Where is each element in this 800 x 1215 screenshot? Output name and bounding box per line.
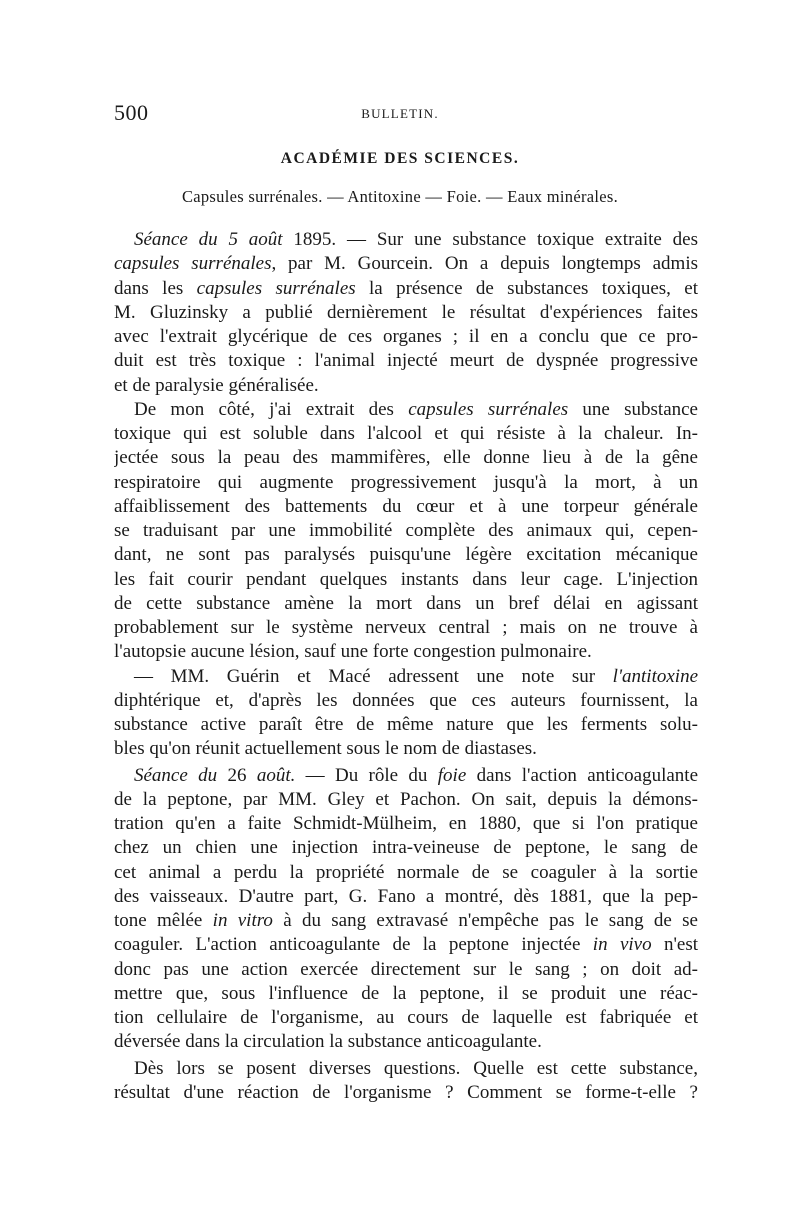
text-run: De mon côté, j'ai extrait des: [134, 398, 409, 420]
text-run: — Du rôle du: [295, 764, 438, 786]
text-run: respiratoire qui augmente progressivement jusqu'à la mort, à un: [114, 471, 698, 493]
text-line: [114, 519, 698, 543]
text-line: [114, 252, 698, 276]
text-run: donc pas une action exercée directement sur le sang ; on doit ad-: [114, 958, 698, 980]
text-line: [114, 543, 698, 567]
italic-text: Séance du: [134, 764, 218, 786]
text-line: [114, 446, 698, 470]
text-line: [114, 982, 698, 1006]
text-line: [114, 764, 698, 788]
section-title: ACADÉMIE DES SCIENCES.: [280, 150, 520, 167]
italic-text: foie: [437, 764, 467, 786]
text-line: [114, 812, 698, 836]
text-line: [114, 277, 698, 301]
text-run: 26: [217, 764, 257, 786]
italic-text: capsules surrénales: [196, 277, 356, 299]
text-run: n'est: [651, 934, 698, 956]
text-run: résultat d'une réaction de l'organisme ? Comment se forme-t-elle ?: [114, 1081, 698, 1103]
text-run: diphtérique et, d'après les données que ces auteurs fournissent, la: [114, 689, 698, 711]
body-text: [114, 228, 698, 1105]
text-run: mettre que, sous l'influence de la peptone, il se produit une réac-: [114, 982, 698, 1004]
text-line: [114, 861, 698, 885]
italic-text: in vitro: [212, 910, 273, 931]
text-line: [114, 349, 698, 373]
text-run: toxique qui est soluble dans l'alcool et qui résiste à la chaleur. In-: [114, 423, 698, 444]
text-run: Dès lors se posent diverses questions. Quelle est cette substance,: [134, 1057, 698, 1079]
text-run: avec l'extrait glycérique de ces organes ; il en a conclu que ce pro-: [114, 326, 698, 347]
section-subtitle: Capsules surrénales. — Antitoxine — Foie. — Eaux minérales.: [181, 187, 619, 206]
text-line: [114, 885, 698, 909]
text-run: — MM. Guérin et Macé adressent une note sur: [134, 665, 613, 687]
text-run: et de paralysie généralisée.: [114, 374, 319, 396]
text-run: dant, ne sont pas paralysés puisqu'une légère excitation mécanique: [114, 544, 698, 566]
text-run: une substance: [568, 398, 698, 420]
running-head: BULLETIN.: [361, 106, 439, 121]
text-line: [114, 1030, 698, 1054]
text-line: [114, 422, 698, 446]
text-run: , par M. Gourcein. On a depuis longtemps admis: [271, 253, 698, 275]
text-line: [114, 1081, 698, 1105]
text-run: des vaisseaux. D'autre part, G. Fano a montré, dès 1881, que la pep-: [114, 885, 698, 907]
text-run: de cette substance amène la mort dans un bref délai en agissant: [114, 592, 698, 614]
italic-text: l'antitoxine: [612, 665, 698, 687]
text-run: cet animal a perdu la propriété normale de se coaguler à la sortie: [114, 861, 698, 883]
text-line: [114, 665, 698, 689]
text-run: l'autopsie aucune lésion, sauf une forte congestion pulmonaire.: [114, 641, 592, 663]
text-run: 1895. — Sur une substance toxique extraite des: [282, 229, 698, 250]
text-run: la présence de substances toxiques, et: [355, 277, 698, 299]
text-run: dans l'action anticoagulante: [466, 764, 698, 786]
text-line: [114, 909, 698, 933]
italic-text: Séance du 5 août: [134, 229, 283, 250]
text-line: [114, 1006, 698, 1030]
text-run: de la peptone, par MM. Gley et Pachon. On sait, depuis la démons-: [114, 788, 698, 810]
text-run: les fait courir pendant quelques instants dans leur cage. L'injection: [114, 568, 698, 590]
text-line: [114, 374, 698, 398]
text-line: [114, 471, 698, 495]
text-run: tration qu'en a faite Schmidt-Mülheim, en 1880, que si l'on pratique: [114, 813, 698, 834]
page-number: 500: [114, 100, 149, 125]
text-run: tion cellulaire de l'organisme, au cours de laquelle est fabriquée et: [114, 1007, 698, 1028]
text-run: probablement sur le système nerveux central ; mais on ne trouve à: [114, 617, 698, 638]
italic-text: capsules surrénales: [408, 398, 569, 420]
text-line: [114, 568, 698, 592]
text-line: [114, 836, 698, 860]
text-line: [114, 689, 698, 713]
italic-text: capsules surrénales: [114, 253, 272, 275]
italic-text: in vivo: [592, 934, 652, 956]
text-run: chez un chien une injection intra-veineuse de peptone, le sang de: [114, 837, 698, 859]
text-line: [114, 737, 698, 761]
text-line: [114, 495, 698, 519]
text-run: dans les: [114, 277, 197, 299]
text-run: jectée sous la peau des mammifères, elle donne lieu à de la gêne: [114, 447, 698, 469]
text-line: [114, 592, 698, 616]
text-run: affaiblissement des battements du cœur et à une torpeur générale: [114, 495, 698, 517]
text-line: [114, 228, 698, 252]
text-line: [114, 788, 698, 812]
text-line: [114, 1057, 698, 1081]
text-line: [114, 958, 698, 982]
text-line: [114, 933, 698, 957]
text-run: duit est très toxique : l'animal injecté meurt de dyspnée progressive: [114, 350, 698, 372]
italic-text: août.: [256, 764, 296, 786]
text-run: coaguler. L'action anticoagulante de la peptone injectée: [114, 934, 593, 956]
text-run: se traduisant par une immobilité complète des animaux qui, cepen-: [114, 520, 698, 541]
text-line: [114, 640, 698, 664]
text-line: [114, 398, 698, 422]
text-run: déversée dans la circulation la substance anticoagulante.: [114, 1031, 542, 1053]
text-line: [114, 616, 698, 640]
text-line: [114, 325, 698, 349]
text-run: tone mêlée: [114, 910, 213, 931]
text-line: [114, 301, 698, 325]
text-line: [114, 713, 698, 737]
text-run: à du sang extravasé n'empêche pas le sang de se: [272, 910, 698, 931]
text-run: substance active paraît être de même nature que les ferments solu-: [114, 714, 698, 735]
text-run: bles qu'on réunit actuellement sous le nom de diastases.: [114, 738, 537, 760]
text-run: M. Gluzinsky a publié dernièrement le résultat d'expériences faites: [114, 301, 698, 323]
